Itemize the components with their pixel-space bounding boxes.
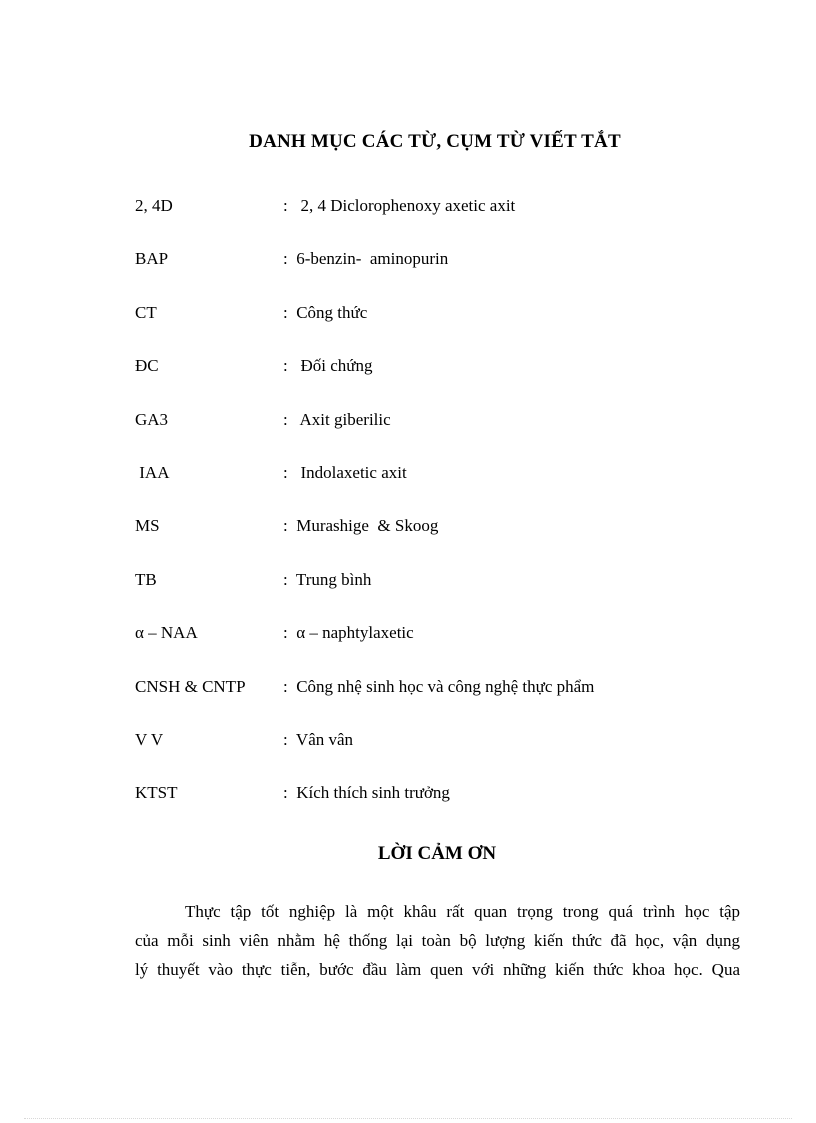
abbreviation-term: GA3 <box>135 409 169 429</box>
abbreviation-definition: : 6-benzin- aminopurin <box>283 249 449 269</box>
abbreviation-term: V V <box>135 729 164 749</box>
abbreviation-definition: : Axit giberilic <box>283 409 391 429</box>
abbreviation-list-title: DANH MỤC CÁC TỪ, CỤM TỪ VIẾT TẮT <box>249 131 621 152</box>
abbreviation-term: CNSH & CNTP <box>135 676 246 696</box>
abbreviation-row <box>135 514 775 567</box>
abbreviation-row <box>135 247 775 300</box>
page-bottom-divider <box>24 1118 792 1119</box>
acknowledgement-paragraph <box>135 897 740 984</box>
abbreviation-term: IAA <box>135 462 170 482</box>
abbreviation-term: α – NAA <box>135 623 198 643</box>
abbreviation-row <box>135 728 775 781</box>
abbreviation-definition: : Indolaxetic axit <box>283 462 407 482</box>
abbreviation-row <box>135 568 775 621</box>
abbreviation-row <box>135 408 775 461</box>
abbreviation-definition: : 2, 4 Diclorophenoxy axetic axit <box>283 196 516 215</box>
paragraph-line: lý thuyết vào thực tiễn, bước đầu làm quen với những kiến thức khoa học. Qua <box>135 960 740 979</box>
abbreviation-row <box>135 301 775 354</box>
abbreviation-row <box>135 675 775 728</box>
abbreviation-row <box>135 354 775 407</box>
abbreviation-definition: : Trung bình <box>283 569 372 589</box>
abbreviation-term: KTST <box>135 783 178 803</box>
abbreviation-term: CT <box>135 302 157 322</box>
abbreviation-term: 2, 4D <box>135 196 173 215</box>
paragraph-line: Thực tập tốt nghiệp là một khâu rất quan trọng trong quá trình học tập <box>185 902 740 921</box>
abbreviation-definition: : Công thức <box>283 302 368 322</box>
abbreviation-term: TB <box>135 569 157 589</box>
abbreviation-row <box>135 461 775 514</box>
abbreviation-term: ĐC <box>135 356 159 376</box>
abbreviation-row <box>135 621 775 674</box>
abbreviation-definition: : Đối chứng <box>283 356 373 376</box>
abbreviation-definition: : Công nhệ sinh học và công nghệ thực phẩm <box>283 676 595 696</box>
abbreviation-definition: : Murashige & Skoog <box>283 516 439 536</box>
abbreviation-row <box>135 781 775 834</box>
abbreviation-term: MS <box>135 516 160 536</box>
acknowledgement-title: LỜI CẢM ƠN <box>377 843 497 864</box>
abbreviation-definition: : α – naphtylaxetic <box>283 623 414 643</box>
abbreviation-definition: : Kích thích sinh trưởng <box>283 783 450 803</box>
abbreviation-list <box>135 194 775 835</box>
abbreviation-row <box>135 194 775 247</box>
abbreviation-definition: : Vân vân <box>283 729 354 749</box>
abbreviation-term: BAP <box>135 249 169 269</box>
paragraph-line: của mỗi sinh viên nhằm hệ thống lại toàn bộ lượng kiến thức đã học, vận dụng <box>135 931 740 950</box>
